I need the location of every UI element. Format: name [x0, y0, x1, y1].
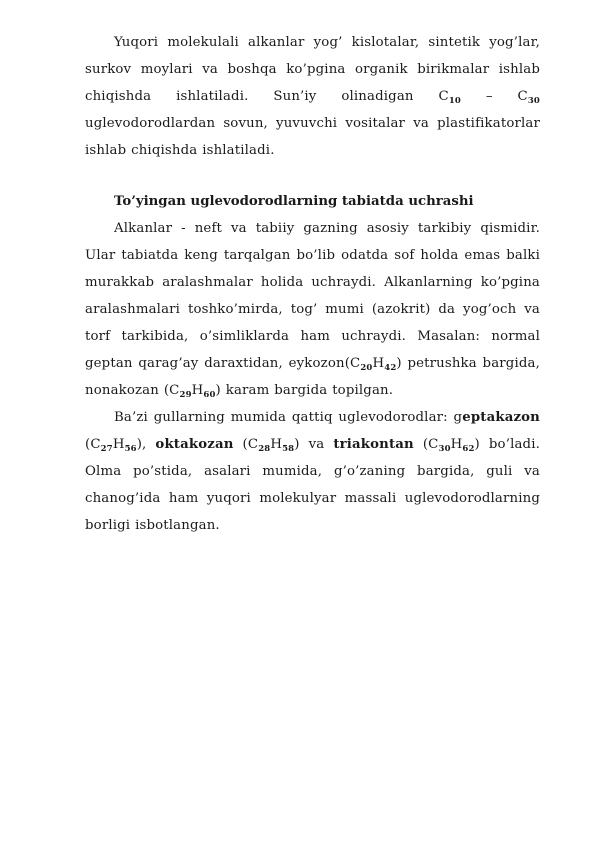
- subscript: 62: [462, 444, 475, 454]
- text: H: [191, 383, 204, 398]
- subscript: 27: [100, 444, 113, 454]
- text: (C: [233, 437, 259, 452]
- subscript: 56: [124, 444, 137, 454]
- text: Alkanlar - neft va tabiiy gazning asosiy tarkibiy qismidir. Ular tabiatda keng tarqalgan bo’lib odatda sof holda emas balki murakkab aralashmalar holida uchraydi. Alkanlarning ko’pgina aralashmalari toshko’mirda, tog’ mumi (azokrit) da yog’och va torf tarkibida, o’simliklarda ham uchraydi. Masalan: normal geptan qarag’ay daraxtidan, eykozon(C: [85, 221, 540, 371]
- text: Yuqori molekulali alkanlar yog’ kislotalar, sintetik yog’lar, surkov moylari va boshqa ko’pgina organik birikmalar ishlab chiqishda ishlatiladi. Sun’iy olinadigan C: [85, 35, 540, 104]
- subscript: 10: [448, 96, 461, 106]
- subscript: 60: [203, 390, 216, 400]
- text: uglevodorodlardan sovun, yuvuvchi vositalar va plastifikatorlar ishlab chiqishda ishlatiladi.: [85, 116, 540, 158]
- subscript: 30: [527, 96, 540, 106]
- subscript: 28: [258, 444, 271, 454]
- paragraph-occurrence: [85, 215, 540, 404]
- subscript: 20: [360, 363, 373, 373]
- text: ) bo’ladi. Olma po’stida, asalari mumida, g’o’zaning bargida, guli va chanog’ida ham yuqori molekulyar massali uglevodorodlarning borligi isbotlangan.: [85, 437, 540, 533]
- text: ) karam bargida topilgan.: [215, 383, 394, 398]
- bold-term: oktakozan: [155, 437, 234, 452]
- text: H: [372, 356, 385, 371]
- text: (C: [85, 437, 101, 452]
- section-heading: To’yingan uglevodorodlarning tabiatda uchrashi: [114, 194, 474, 209]
- paragraph-uses: [85, 29, 540, 164]
- text: ) va: [294, 437, 334, 452]
- paragraph-waxes: [85, 404, 540, 539]
- subscript: 29: [179, 390, 192, 400]
- subscript: 30: [438, 444, 451, 454]
- bold-term: triakontan: [333, 437, 414, 452]
- text: Ba’zi gullarning mumida qattiq uglevodorodlar: g: [114, 410, 463, 425]
- text: H: [450, 437, 463, 452]
- text: – C: [460, 89, 528, 104]
- subscript: 58: [282, 444, 295, 454]
- subscript: 42: [384, 363, 397, 373]
- text: ),: [136, 437, 156, 452]
- text: (C: [413, 437, 439, 452]
- text: H: [112, 437, 125, 452]
- text: H: [270, 437, 283, 452]
- document-page: [85, 29, 540, 539]
- bold-term: eptakazon: [462, 410, 540, 425]
- text: ) petrushka bargida, nonakozan (C: [85, 356, 540, 398]
